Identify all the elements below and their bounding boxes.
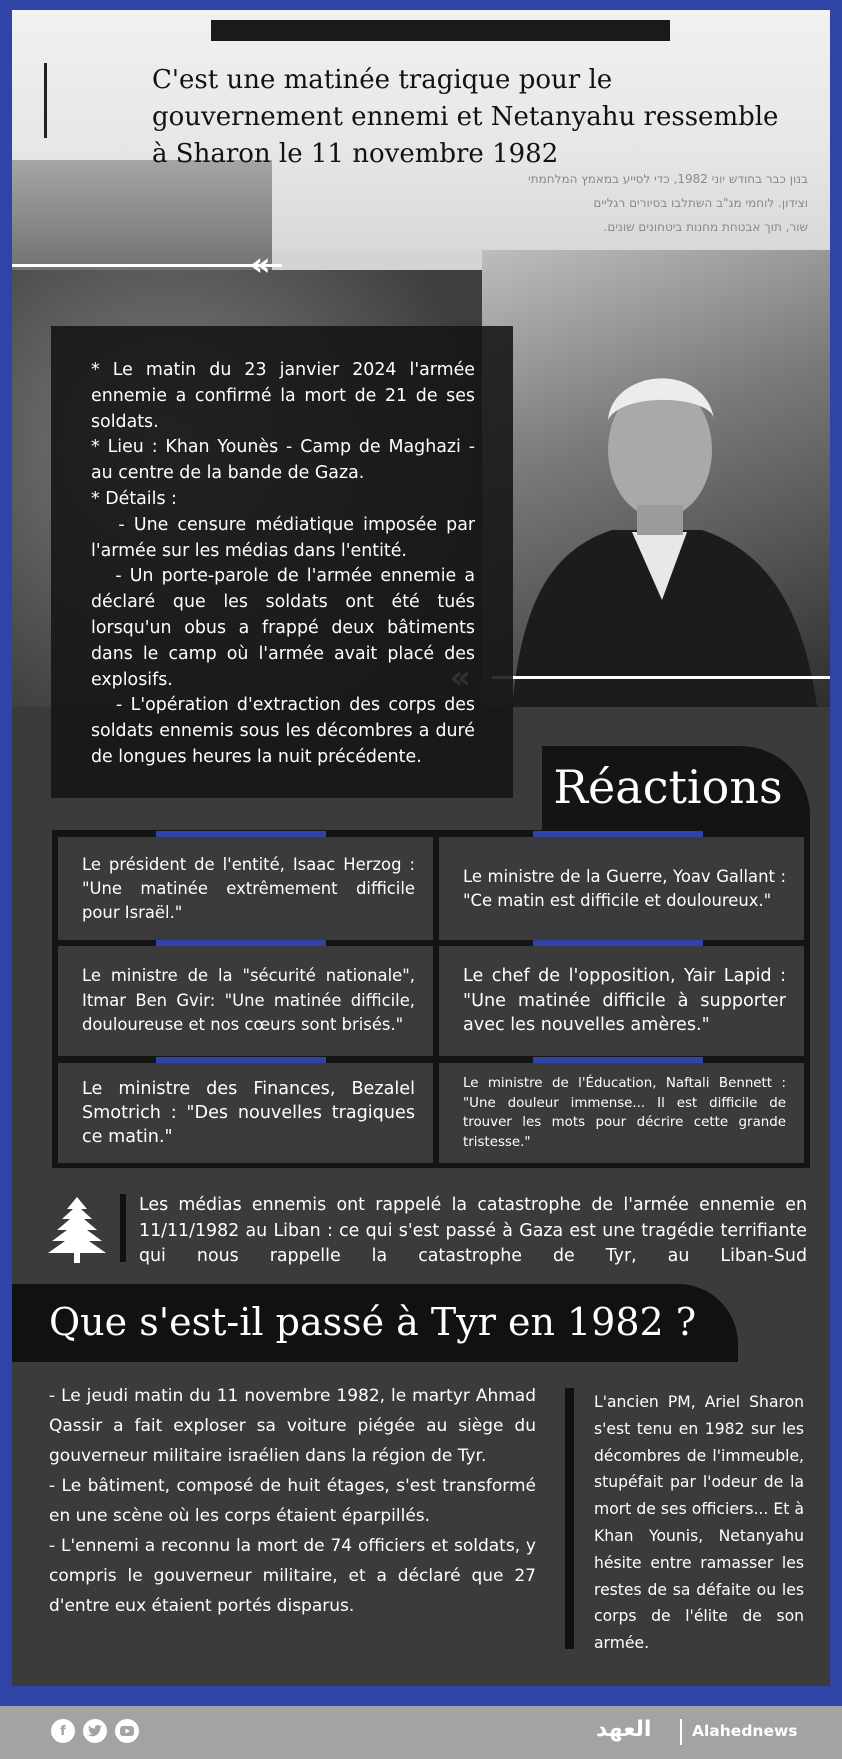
- fact-spokesman: - Un porte-parole de l'armée ennemie a déclaré que les soldats ont été tués lorsqu'un obus a frappé deux bâtiments dans le camp où l'armée avait placé des explosifs.: [91, 566, 481, 690]
- reaction-card: [439, 1063, 804, 1163]
- reaction-ben-gvir: Le ministre de la "sécurité nationale", Itmar Ben Gvir: "Une matinée difficile, douloureuse et nos cœurs sont brisés.": [82, 966, 415, 1035]
- hebrew-print-1: בנון כבר בחודש יוני 1982, כדי לסייע במאמץ המלחמתי: [528, 172, 808, 186]
- page-title: C'est une matinée tragique pour le gouvernement ennemi et Netanyahu ressemble à Sharon le 11 novembre 1982: [152, 65, 779, 169]
- top-tab: [211, 20, 670, 41]
- reactions-title: Réactions: [553, 760, 783, 814]
- cedar-icon: [42, 1195, 112, 1265]
- reaction-lapid: Le chef de l'opposition, Yair Lapid : "Une matinée difficile à supporter avec les nouvelles amères.": [463, 966, 786, 1036]
- brand-name: Alahednews: [692, 1722, 798, 1740]
- tyr-paragraph: - Le bâtiment, composé de huit étages, s'est transformé en une scène où les corps étaient éparpillés.: [49, 1476, 536, 1526]
- fact-censorship: - Une censure médiatique imposée par l'armée sur les médias dans l'entité.: [91, 514, 481, 561]
- card-accent-bar: [156, 1057, 326, 1063]
- tyr-paragraph: - Le jeudi matin du 11 novembre 1982, le martyr Ahmad Qassir a fait exploser sa voiture piégée au siège du gouverneur militaire israélien dans la région de Tyr.: [49, 1386, 536, 1466]
- reaction-card: [58, 837, 433, 940]
- fact-location: * Lieu : Khan Younès - Camp de Maghazi - au centre de la bande de Gaza.: [91, 437, 475, 484]
- sharon-portrait-illustration: [492, 300, 822, 707]
- card-accent-bar: [533, 831, 703, 837]
- youtube-icon[interactable]: [115, 1719, 139, 1743]
- title-accent-bar: [44, 63, 47, 138]
- hebrew-print-3: שור, תוך אבטחת מחנות ביטחונים שונים.: [603, 220, 808, 234]
- reaction-gallant: Le ministre de la Guerre, Yoav Gallant : "Ce matin est difficile et douloureux.": [463, 866, 786, 910]
- fact-date: * Le matin du 23 janvier 2024 l'armée ennemie a confirmé la mort de 21 de ses soldats.: [91, 360, 475, 432]
- sharon-side-text: L'ancien PM, Ariel Sharon s'est tenu en 1982 sur les décombres de l'immeuble, stupéfait par l'odeur de la mort de ses officiers... Et à Khan Younis, Netanyahu hésite entre ramasser les restes de sa défaite ou les corps de l'élite de son armée.: [594, 1393, 804, 1653]
- reaction-card: [58, 946, 433, 1056]
- card-accent-bar: [156, 940, 326, 946]
- memo-accent-bar: [120, 1194, 126, 1262]
- brand-separator: [680, 1719, 682, 1745]
- double-chevron-icon: «: [250, 245, 271, 283]
- card-accent-bar: [533, 940, 703, 946]
- side-accent-bar: [565, 1388, 574, 1649]
- tyr-title: Que s'est-il passé à Tyr en 1982 ?: [49, 1300, 697, 1344]
- card-accent-bar: [156, 831, 326, 837]
- reaction-card: [58, 1063, 433, 1163]
- reaction-bennett: Le ministre de l'Éducation, Naftali Bennett : "Une douleur immense... Il est difficile de trouver les mots pour décrire cette grande tristesse.": [463, 1076, 786, 1150]
- facebook-icon[interactable]: f: [51, 1719, 75, 1743]
- decorative-line-top: [12, 264, 282, 267]
- reaction-smotrich: Le ministre des Finances, Bezalel Smotrich : "Des nouvelles tragiques ce matin.": [82, 1079, 415, 1147]
- reaction-card: [439, 946, 804, 1056]
- footer: [0, 1706, 842, 1759]
- fact-extraction: - L'opération d'extraction des corps des soldats ennemis sous les décombres a duré de longues heures la nuit précédente.: [91, 695, 481, 767]
- reaction-herzog: Le président de l'entité, Isaac Herzog : "Une matinée extrêmement difficile pour Israël.": [82, 854, 415, 922]
- brand-logo-arabic: العهد: [596, 1717, 652, 1742]
- hebrew-print-2: וצידון. לוחמי מג"ב השתלבו בסיורים רגליים: [593, 196, 808, 210]
- infographic: [12, 10, 830, 1686]
- twitter-icon[interactable]: [83, 1719, 107, 1743]
- reactions-grid: [52, 830, 810, 1168]
- decorative-line-mid: [492, 676, 830, 679]
- facts-box: [51, 326, 513, 798]
- tyr-body: [49, 1381, 536, 1621]
- fact-details-heading: * Détails :: [91, 488, 177, 509]
- card-accent-bar: [533, 1057, 703, 1063]
- reaction-card: [439, 837, 804, 940]
- soldiers-photo: [12, 160, 272, 283]
- tyr-paragraph: - L'ennemi a reconnu la mort de 74 officiers et soldats, y compris le gouverneur militaire, et a déclaré que 27 d'entre eux étaient portés disparus.: [49, 1536, 536, 1616]
- memo-text: Les médias ennemis ont rappelé la catastrophe de l'armée ennemie en 11/11/1982 au Liban : ce qui s'est passé à Gaza est une tragédie terrifiante qui nous rappelle la catastrophe de Tyr, au Liban-Sud: [139, 1195, 807, 1267]
